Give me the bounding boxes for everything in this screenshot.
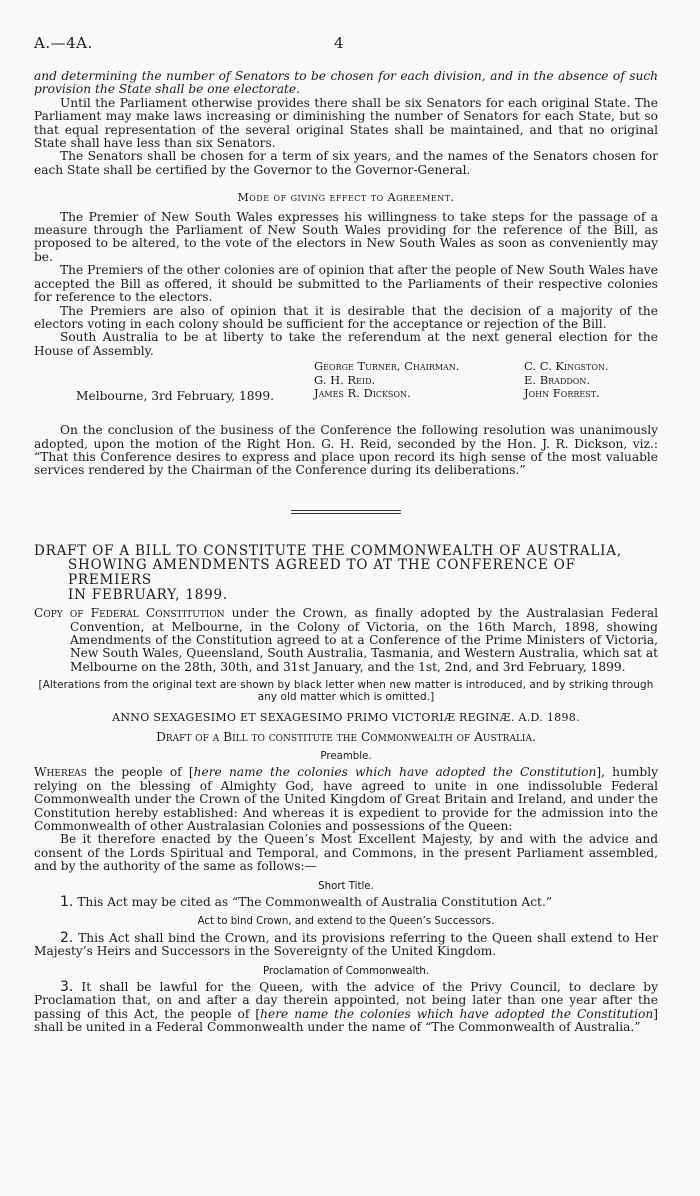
page-header — [34, 34, 654, 52]
document-reference: A.—4A. — [34, 34, 93, 52]
copy-paragraph — [34, 607, 658, 674]
draft-title-line: SHOWING AMENDMENTS AGREED TO AT THE CONFERENCE OF PREMIERS — [68, 557, 576, 588]
section-1 — [34, 896, 658, 909]
preamble-paragraph-1 — [34, 766, 658, 833]
signatory: John Forrest. — [524, 385, 600, 400]
copy-lead: Copy of Federal Constitution — [34, 606, 225, 621]
preamble-lead: Whereas — [34, 765, 87, 780]
signatories — [34, 360, 658, 402]
alterations-note: [Alterations from the original text are shown by black letter when new matter is introduced, and by striking through any old matter which is omitted.] — [38, 679, 654, 704]
mode-paragraph-3: The Premiers are also of opinion that it is desirable that the decision of a majority of the electors voting in each colony should be sufficient for the acceptance or rejection of the Bill. — [34, 303, 658, 331]
copy-text: under the Crown, as finally adopted by the Australasian Federal Convention, at Melbourne, in the Colony of Victoria, on the 16th March, 1898, showing Amendments of the Constitution agreed to at a Conference of the Prime Ministers of Victoria, New South Wales, Queensland, South Australia, Tasmania, and Western Australia, which sat at Melbourne on the 28th, 30th, and 31st January, and the 1st, 2nd, and 3rd February, 1899. — [70, 606, 658, 674]
section-text: ] shall be united in a Federal Commonwealth under the name of “The Commonwealth of Australia.” — [34, 1006, 658, 1035]
mode-paragraph-2: The Premiers of the other colonies are of opinion that after the people of New South Wales have accepted the Bill as offered, it should be submitted to the Parliaments of their respective colonies for reference to the electors. — [34, 263, 658, 305]
section-text: This Act may be cited as “The Commonwealth of Australia Constitution Act.” — [73, 895, 553, 910]
preamble-text: ], humbly relying on the blessing of Almighty God, have agreed to unite in one indissoluble Federal Commonwealth under the Crown of the United Kingdom of Great Britain and Ireland, and under the Constitution hereby established: And whereas it is expedient to provide for the admission into the Commonwealth of other Australasian Colonies and possessions of the Queen: — [34, 765, 658, 833]
resolution-paragraph: On the conclusion of the business of the Conference the following resolution was unanimously adopted, upon the motion of the Right Hon. G. H. Reid, seconded by the Hon. J. R. Dickson, viz.: “That this Conference desires to express and place upon record its high sense of the most valuable services rendered by the Chairman of the Conference during its deliberations.” — [34, 423, 658, 478]
signatory: James R. Dickson. — [314, 385, 411, 400]
page-number: 4 — [334, 34, 344, 52]
signatory: G. H. Reid. — [314, 372, 376, 387]
mode-paragraph-4: South Australia to be at liberty to take the referendum at the next general election for the House of Assembly. — [34, 330, 658, 358]
signatories-column-1 — [314, 360, 459, 400]
draft-title — [34, 544, 658, 602]
section-heading: Proclamation of Commonwealth. — [262, 965, 430, 977]
preamble-heading: Preamble. — [320, 750, 372, 762]
signatories-column-2 — [524, 360, 609, 400]
section-heading: Short Title. — [318, 880, 374, 892]
signatory: George Turner, Chairman. — [314, 359, 460, 374]
section-3 — [34, 981, 658, 1035]
senate-paragraph-1: Until the Parliament otherwise provides there shall be six Senators for each original State. The Parliament may make laws increasing or diminishing the number of Senators for each State, but so that equal representation of the several original States shall be maintained, and that no original State shall have less than six Senators. — [34, 95, 658, 151]
section-2 — [34, 929, 658, 959]
preamble-text: the people of [ — [86, 765, 194, 780]
draft-title-line: DRAFT OF A BILL TO CONSTITUTE THE COMMONWEALTH OF AUSTRALIA, — [34, 542, 622, 559]
section-number: 1. — [60, 894, 74, 911]
section-text: This Act shall bind the Crown, and its provisions referring to the Queen shall extend to Her Majesty’s Heirs and Successors in the Sovereignty of the United Kingdom. — [34, 930, 658, 959]
signatory: E. Braddon. — [524, 372, 590, 387]
preamble-paragraph-2: Be it therefore enacted by the Queen’s Most Excellent Majesty, by and with the advice and consent of the Lords Spiritual and Temporal, and Commons, in the present Parliament assembled, and by the authority of the same as follows:— — [34, 832, 658, 874]
section-number: 2. — [60, 929, 74, 946]
signature-date: Melbourne, 3rd February, 1899. — [76, 389, 274, 404]
section-text: It shall be lawful for the Queen, with the advice of the Privy Council, to declare by Proclamation that, on and after a day therein appointed, not being later than one year after the passing of this Act, the people of [ — [34, 980, 658, 1021]
mode-paragraph-1: The Premier of New South Wales expresses his willingness to take steps for the passage of a measure through the Parliament of New South Wales providing for the reference of the Bill, as proposed to be altered, to the vote of the electors in New South Wales as soon as conveniently may be. — [34, 209, 658, 264]
senate-paragraph-2: The Senators shall be chosen for a term of six years, and the names of the Senators chosen for each State shall be certified by the Governor to the Governor-General. — [34, 149, 658, 177]
draft-bill-line: Draft of a Bill to constitute the Commonwealth of Australia. — [156, 729, 536, 744]
section-number: 3. — [60, 979, 74, 996]
senate-continuation: and determining the number of Senators to be chosen for each division, and in the absence of such provision the State shall be one electorate. — [34, 69, 658, 97]
page-body — [34, 70, 658, 1035]
draft-title-line: IN FEBRUARY, 1899. — [68, 586, 229, 603]
mode-heading: Mode of giving effect to Agreement. — [237, 191, 455, 205]
signatory: C. C. Kingston. — [524, 359, 609, 374]
preamble-italic: here name the colonies which have adopted the Constitution — [193, 765, 597, 780]
section-italic: here name the colonies which have adopted the Constitution — [260, 1006, 654, 1021]
anno-regnal-line: ANNO SEXAGESIMO ET SEXAGESIMO PRIMO VICTORIÆ REGINÆ. A.D. 1898. — [112, 711, 580, 725]
section-heading: Act to bind Crown, and extend to the Queen’s Successors. — [197, 916, 495, 928]
